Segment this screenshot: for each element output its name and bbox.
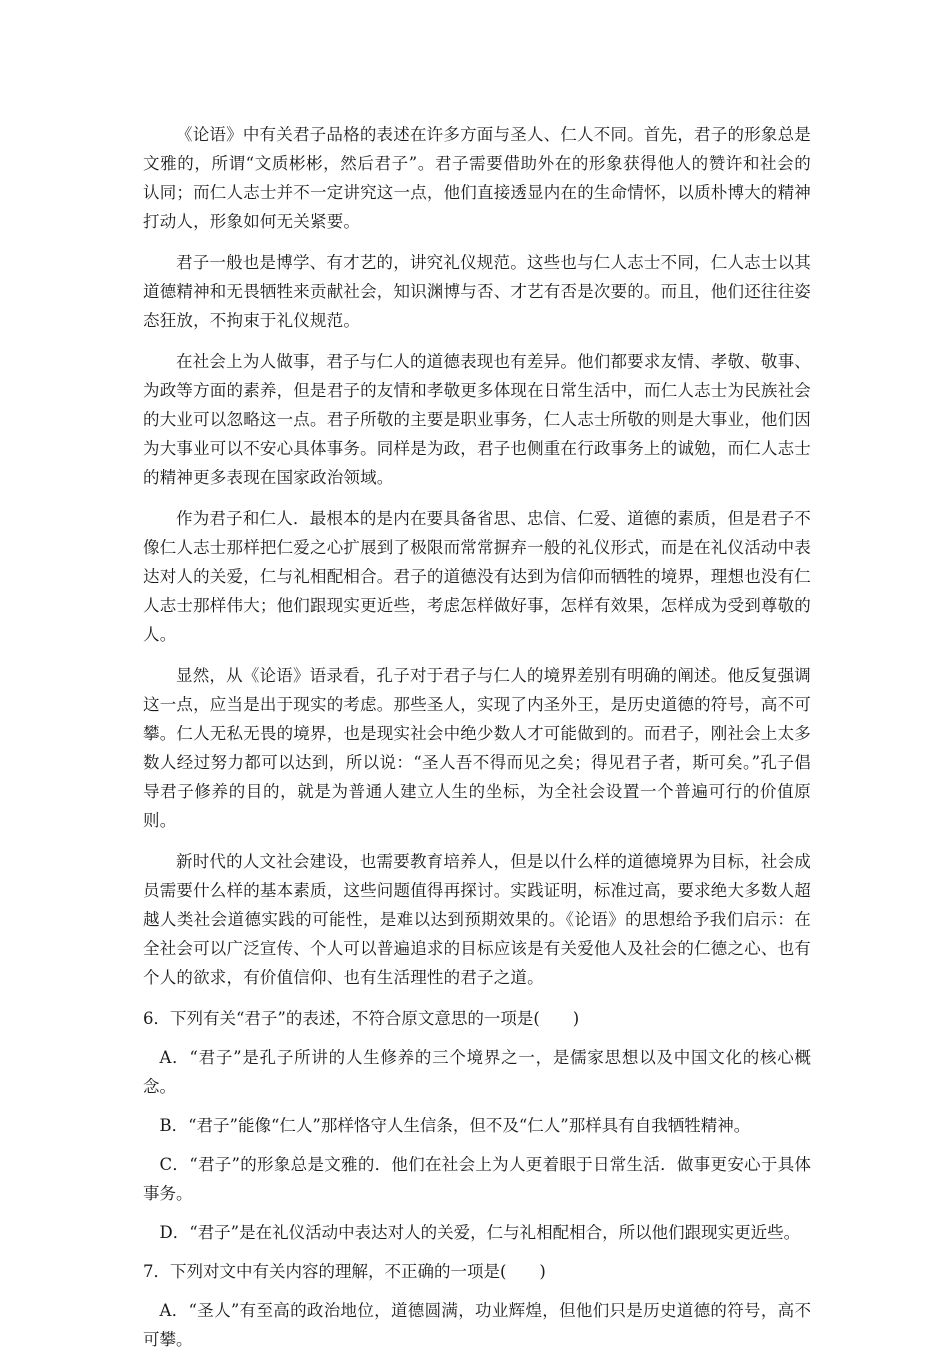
question-6 [143,1004,811,1247]
passage-paragraph-6: 新时代的人文社会建设，也需要教育培养人，但是以什么样的道德境界为目标，社会成员需要什么样的基本素质，这些问题值得再探讨。实践证明，标准过高，要求绝大多数人超越人类社会道德实践的可能性，是难以达到预期效果的。《论语》的思想给予我们启示：在全社会可以广泛宣传、个人可以普遍追求的目标应该是有关爱他人及社会的仁德之心、也有个人的欲求，有价值信仰、也有生活理性的君子之道。 [143,852,811,987]
question-6-option-b: B．“君子”能像“仁人”那样恪守人生信条，但不及“仁人”那样具有自我牺牲精神。 [159,1116,751,1135]
question-6-stem: 6．下列有关“君子”的表述，不符合原文意思的一项是( ) [143,1009,580,1028]
passage-paragraph-1: 《论语》中有关君子品格的表述在许多方面与圣人、仁人不同。首先，君子的形象总是文雅的，所谓“文质彬彬，然后君子”。君子需要借助外在的形象获得他人的赞许和社会的认同；而仁人志士并不一定讲究这一点，他们直接透显内在的生命情怀，以质朴博大的精神打动人，形象如何无关紧要。 [143,125,811,231]
question-7 [143,1257,811,1354]
question-7-stem: 7．下列对文中有关内容的理解，不正确的一项是( ) [143,1262,546,1281]
passage-paragraph-5: 显然，从《论语》语录看，孔子对于君子与仁人的境界差别有明确的阐述。他反复强调这一点，应当是出于现实的考虑。那些圣人，实现了内圣外王，是历史道德的符号，高不可攀。仁人无私无畏的境界，也是现实社会中绝少数人才可能做到的。而君子，刚社会上太多数人经过努力都可以达到，所以说：“圣人吾不得而见之矣；得见君子者，斯可矣。”孔子倡导君子修养的目的，就是为普通人建立人生的坐标，为全社会设置一个普遍可行的价值原则。 [143,666,811,830]
document-page [143,120,811,1364]
passage-paragraph-2: 君子一般也是博学、有才艺的，讲究礼仪规范。这些也与仁人志士不同，仁人志士以其道德精神和无畏牺牲来贡献社会，知识渊博与否、才艺有否是次要的。而且，他们还往往姿态狂放，不拘束于礼仪规范。 [143,253,811,330]
question-7-option-a: A．“圣人”有至高的政治地位，道德圆满，功业辉煌，但他们只是历史道德的符号，高不可攀。 [143,1301,811,1349]
question-6-option-d: D．“君子”是在礼仪活动中表达对人的关爱，仁与礼相配相合，所以他们跟现实更近些。 [159,1223,801,1242]
question-6-option-c: C．“君子”的形象总是文雅的．他们在社会上为人更着眼于日常生活．做事更安心于具体事务。 [143,1155,811,1203]
passage-paragraph-4: 作为君子和仁人．最根本的是内在要具备省思、忠信、仁爱、道德的素质，但是君子不像仁人志士那样把仁爱之心扩展到了极限而常常摒弃一般的礼仪形式，而是在礼仪活动中表达对人的关爱，仁与礼相配相合。君子的道德没有达到为信仰而牺牲的境界，理想也没有仁人志士那样伟大；他们跟现实更近些，考虑怎样做好事，怎样有效果，怎样成为受到尊敬的人。 [143,509,811,644]
question-6-option-a: A．“君子”是孔子所讲的人生修养的三个境界之一，是儒家思想以及中国文化的核心概念。 [143,1048,811,1096]
passage-paragraph-3: 在社会上为人做事，君子与仁人的道德表现也有差异。他们都要求友情、孝敬、敬事、为政等方面的素养，但是君子的友情和孝敬更多体现在日常生活中，而仁人志士为民族社会的大业可以忽略这一点。君子所敬的主要是职业事务，仁人志士所敬的则是大事业，他们因为大事业可以不安心具体事务。同样是为政，君子也侧重在行政事务上的诚勉，而仁人志士的精神更多表现在国家政治领域。 [143,352,811,487]
